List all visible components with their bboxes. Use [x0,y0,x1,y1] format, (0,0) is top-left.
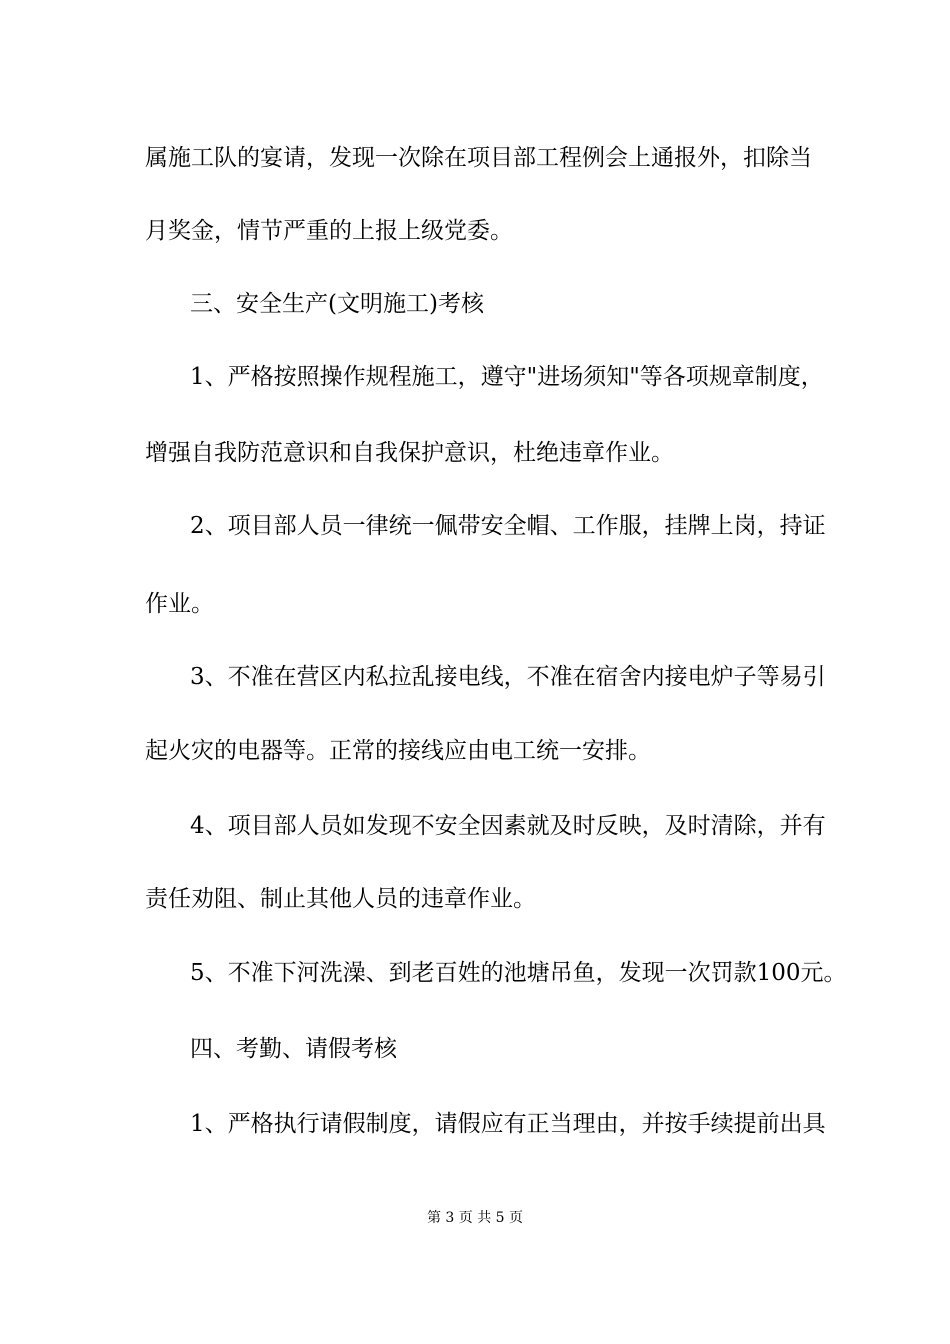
body-text-line: 属施工队的宴请，发现一次除在项目部工程例会上通报外，扣除当 [145,145,812,171]
body-text-line: 作业。 [145,591,214,617]
list-item: 1、严格按照操作规程施工，遵守"进场须知"等各项规章制度， [190,364,824,390]
page-number-footer: 第 3 页 共 5 页 [426,1210,524,1226]
section-heading: 三、安全生产(文明施工)考核 [190,291,484,317]
list-item: 2、项目部人员一律统一佩带安全帽、工作服，挂牌上岗，持证 [190,513,826,539]
body-text-line: 月奖金，情节严重的上报上级党委。 [145,218,513,244]
body-text-line: 起火灾的电器等。正常的接线应由电工统一安排。 [145,738,651,764]
body-text-line: 责任劝阻、制止其他人员的违章作业。 [145,886,536,912]
list-item: 3、不准在营区内私拉乱接电线，不准在宿舍内接电炉子等易引 [190,664,826,690]
body-text-line: 增强自我防范意识和自我保护意识，杜绝违章作业。 [145,440,674,466]
list-item: 1、严格执行请假制度，请假应有正当理由，并按手续提前出具 [190,1111,826,1137]
list-item: 5、不准下河洗澡、到老百姓的池塘吊鱼，发现一次罚款100元。 [190,960,847,986]
list-item: 4、项目部人员如发现不安全因素就及时反映，及时清除，并有 [190,813,826,839]
section-heading: 四、考勤、请假考核 [190,1036,397,1062]
